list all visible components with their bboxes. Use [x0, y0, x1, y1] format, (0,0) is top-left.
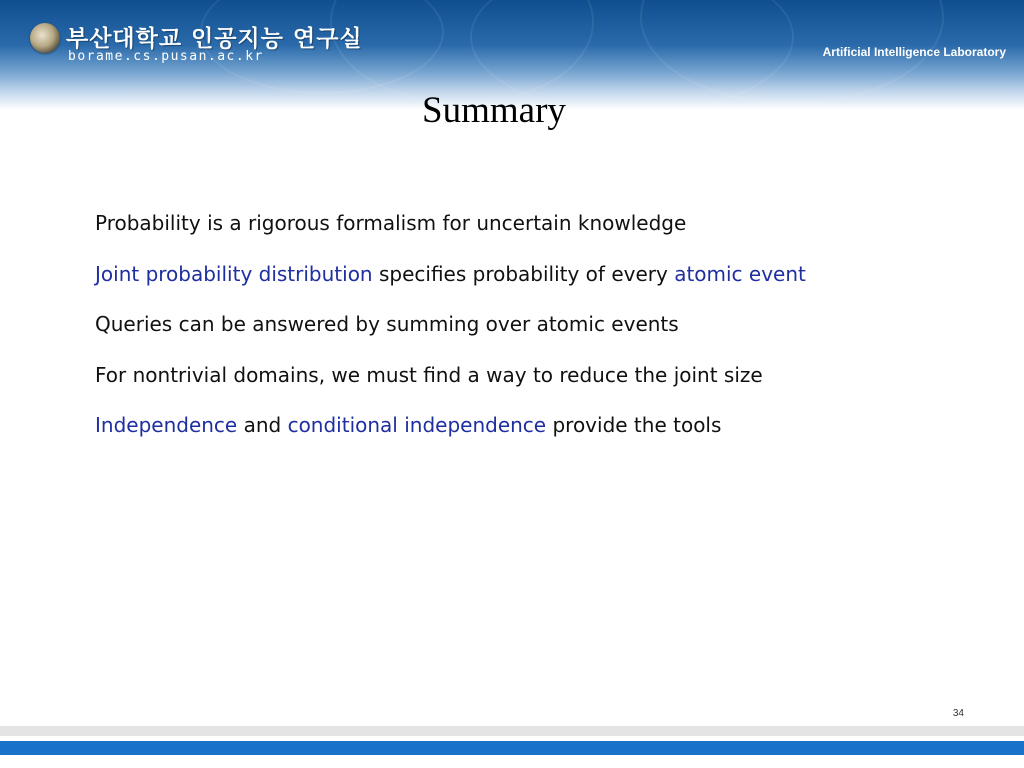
bullet-text: provide the tools — [546, 413, 722, 437]
bullet-text: Probability is a rigorous formalism for uncertain knowledge — [95, 211, 687, 235]
bullet-item — [95, 309, 895, 339]
bullet-item — [95, 208, 895, 238]
bullet-item — [95, 259, 895, 289]
bullet-item — [95, 410, 895, 440]
bullet-text: and — [237, 413, 288, 437]
bullet-item — [95, 360, 895, 390]
bullet-text: For nontrivial domains, we must find a way to reduce the joint size — [95, 362, 763, 387]
university-url: borame.cs.pusan.ac.kr — [68, 49, 264, 64]
page-number: 34 — [952, 708, 964, 719]
highlighted-term: Independence — [95, 413, 238, 437]
highlighted-term: conditional independence — [287, 413, 547, 437]
university-emblem-icon — [30, 23, 60, 53]
footer-blue-bar — [0, 741, 1024, 755]
highlighted-term: Joint probability distribution — [95, 261, 373, 286]
university-name: 부산대학교 인공지능 연구실 — [66, 26, 363, 52]
slide-title: Summary — [422, 90, 566, 131]
bullet-text: Queries can be answered by summing over atomic events — [95, 312, 679, 336]
lab-name: Artificial Intelligence Laboratory — [822, 45, 1006, 59]
bullet-list — [95, 208, 895, 461]
bullet-text: specifies probability of every — [372, 261, 675, 286]
highlighted-term: atomic event — [674, 261, 806, 286]
footer-gray-bar — [0, 726, 1024, 736]
